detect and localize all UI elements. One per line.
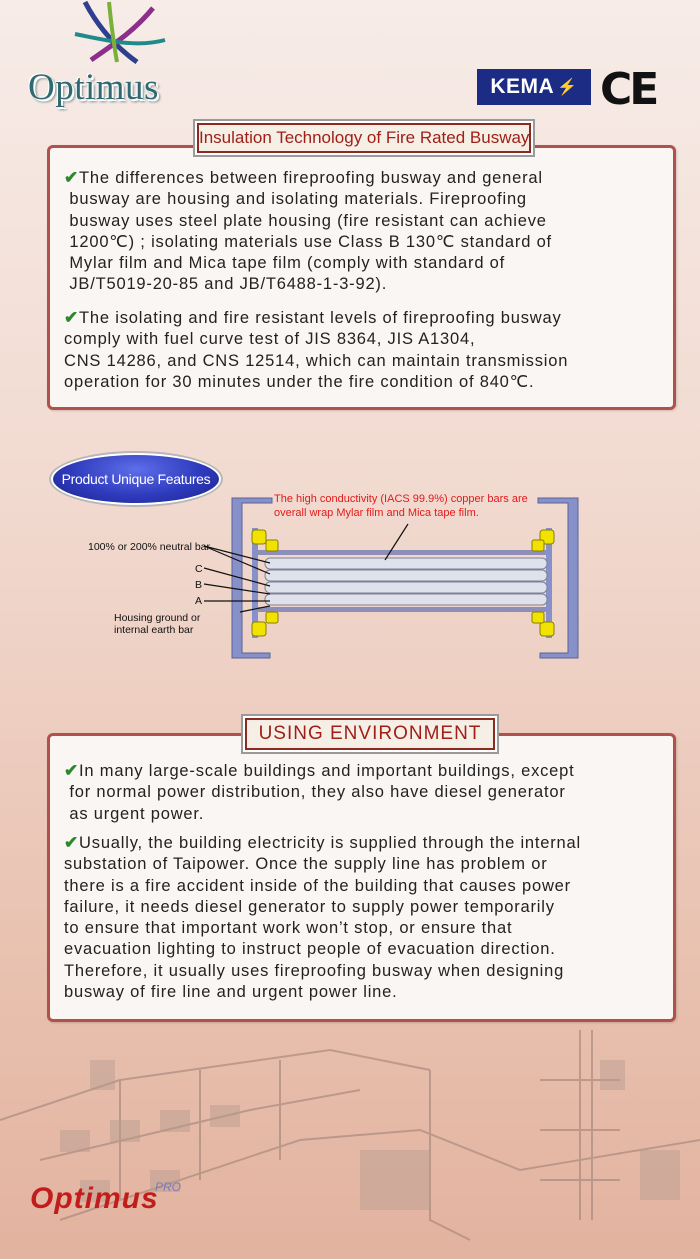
phase-b-label: B bbox=[195, 579, 203, 591]
using-environment-title: USING ENVIRONMENT bbox=[245, 718, 495, 750]
ground-label-1: Housing ground or bbox=[114, 612, 201, 624]
environment-paragraph-1: ✔In many large-scale buildings and important buildings, except for normal power distribution, they also have diesel generator as urgent power. bbox=[64, 761, 575, 823]
check-icon: ✔ bbox=[64, 761, 80, 780]
insulation-paragraph-2: ✔The isolating and fire resistant levels of fireproofing busway comply with fuel curve test of JIS 8364, JIS A1304, CNS 14286, and CNS 12514, which can maintain transmission operation for 30 minutes under the fire condition of 840℃. bbox=[64, 308, 569, 391]
footer-brand-logo: Optimus bbox=[30, 1182, 159, 1215]
phase-c-label: C bbox=[195, 563, 203, 575]
footer-brand-suffix: PRO bbox=[155, 1180, 182, 1194]
logo-text: Optimus bbox=[28, 67, 159, 108]
product-features-badge: Product Unique Features bbox=[53, 455, 219, 503]
phase-a-label: A bbox=[195, 595, 203, 607]
environment-paragraph-2: ✔Usually, the building electricity is supplied through the internal substation of Taipower. Once the supply line has problem or there is a fire accident inside of the building that causes power failure, it needs diesel generator to supply power temporarily to ensure that important work won’t stop, or ensure that evacuation lighting to instruct people of evacuation direction. Therefore, it usually uses fireproofing busway when designing busway of fire line and urgent power line. bbox=[64, 833, 581, 1002]
check-icon: ✔ bbox=[64, 168, 80, 187]
insulation-section-title: Insulation Technology of Fire Rated Busway bbox=[197, 123, 531, 153]
building-busway-illustration bbox=[0, 1020, 700, 1259]
insulation-paragraph-1: ✔The differences between fireproofing busway and general busway are housing and isolating materials. Fireproofing busway uses steel plate housing (fire resistant can achieve 1200℃) ; isolating materials use Class B 130℃ standard of Mylar film and Mica tape film (comply with standard of JB/T5019-20-85 and JB/T6488-1-3-92). bbox=[64, 168, 552, 294]
ce-mark: CE bbox=[600, 64, 657, 115]
copper-bar-note-2: overall wrap Mylar film and Mica tape film. bbox=[274, 507, 479, 519]
check-icon: ✔ bbox=[64, 833, 80, 852]
busway-cross-section-diagram bbox=[80, 488, 600, 680]
kema-cert-logo: KEMA ⚡ bbox=[477, 69, 591, 105]
check-icon: ✔ bbox=[64, 308, 80, 327]
ground-label-2: internal earth bar bbox=[114, 624, 194, 636]
copper-bar-note-1: The high conductivity (IACS 99.9%) copper bars are bbox=[274, 493, 528, 505]
neutral-bar-label: 100% or 200% neutral bar bbox=[88, 541, 210, 553]
